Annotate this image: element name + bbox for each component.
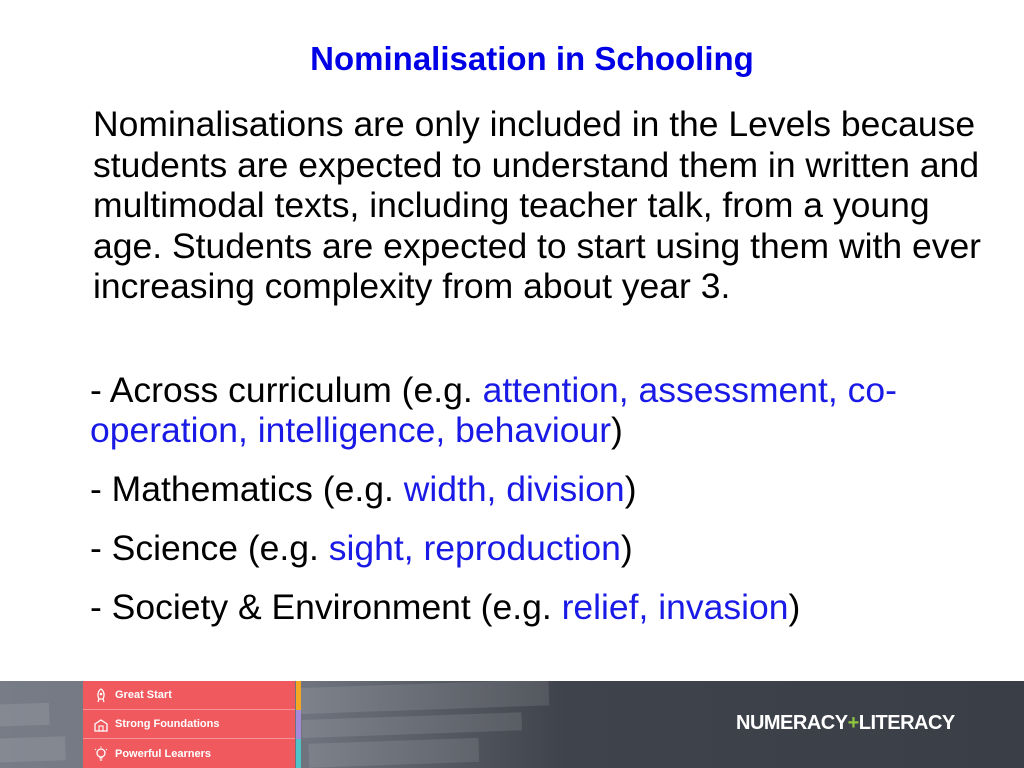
bullet-list	[90, 370, 1000, 627]
bullet-prefix: - Science (e.g.	[90, 528, 329, 568]
brand-plus: +	[847, 712, 859, 734]
nav-item-strong-foundations[interactable]	[83, 710, 295, 739]
bullet-examples: attention, assessment, co-operation, intelligence, behaviour	[90, 370, 897, 450]
intro-paragraph: Nominalisations are only included in the Levels because students are expected to understand them in written and multimodal texts, including teacher talk, from a young age. Students are expected to start using them with ever increasing complexity from about year 3.	[93, 104, 982, 306]
brand-right: LITERACY	[858, 712, 955, 734]
bullet-mathematics	[90, 469, 1000, 509]
bullet-examples: width, division	[403, 469, 625, 509]
bullet-society-environment	[90, 587, 1000, 627]
bullet-suffix: )	[624, 469, 637, 509]
nav-item-powerful-learners[interactable]	[83, 739, 295, 768]
nav-accent-bar	[296, 739, 301, 768]
nav-accent-bar	[296, 681, 301, 710]
bullet-examples: sight, reproduction	[328, 528, 621, 568]
slide-title: Nominalisation in Schooling	[310, 40, 754, 77]
bullet-prefix: - Across curriculum (e.g.	[90, 370, 483, 410]
bullet-suffix: )	[620, 528, 633, 568]
nav-item-label: Great Start	[115, 689, 172, 701]
nav-item-label: Powerful Learners	[115, 747, 211, 760]
nav-accent-bar	[296, 710, 301, 739]
nav-item-label: Strong Foundations	[115, 718, 220, 730]
footer-nav-panel	[83, 681, 295, 768]
brand-left: NUMERACY	[736, 712, 848, 734]
bullet-suffix: )	[611, 410, 623, 450]
brand-logo	[736, 712, 955, 735]
nav-item-great-start[interactable]	[83, 681, 295, 710]
footer-banner	[0, 681, 1024, 768]
bullet-prefix: - Society & Environment (e.g.	[90, 587, 562, 627]
building-icon	[93, 717, 109, 733]
bullet-examples: relief, invasion	[561, 587, 789, 627]
bullet-suffix: )	[788, 587, 801, 627]
lightbulb-icon	[93, 746, 109, 762]
bullet-across-curriculum	[90, 370, 1000, 450]
bullet-prefix: - Mathematics (e.g.	[90, 469, 404, 509]
bullet-science	[90, 528, 1000, 568]
rocket-icon	[93, 688, 109, 704]
